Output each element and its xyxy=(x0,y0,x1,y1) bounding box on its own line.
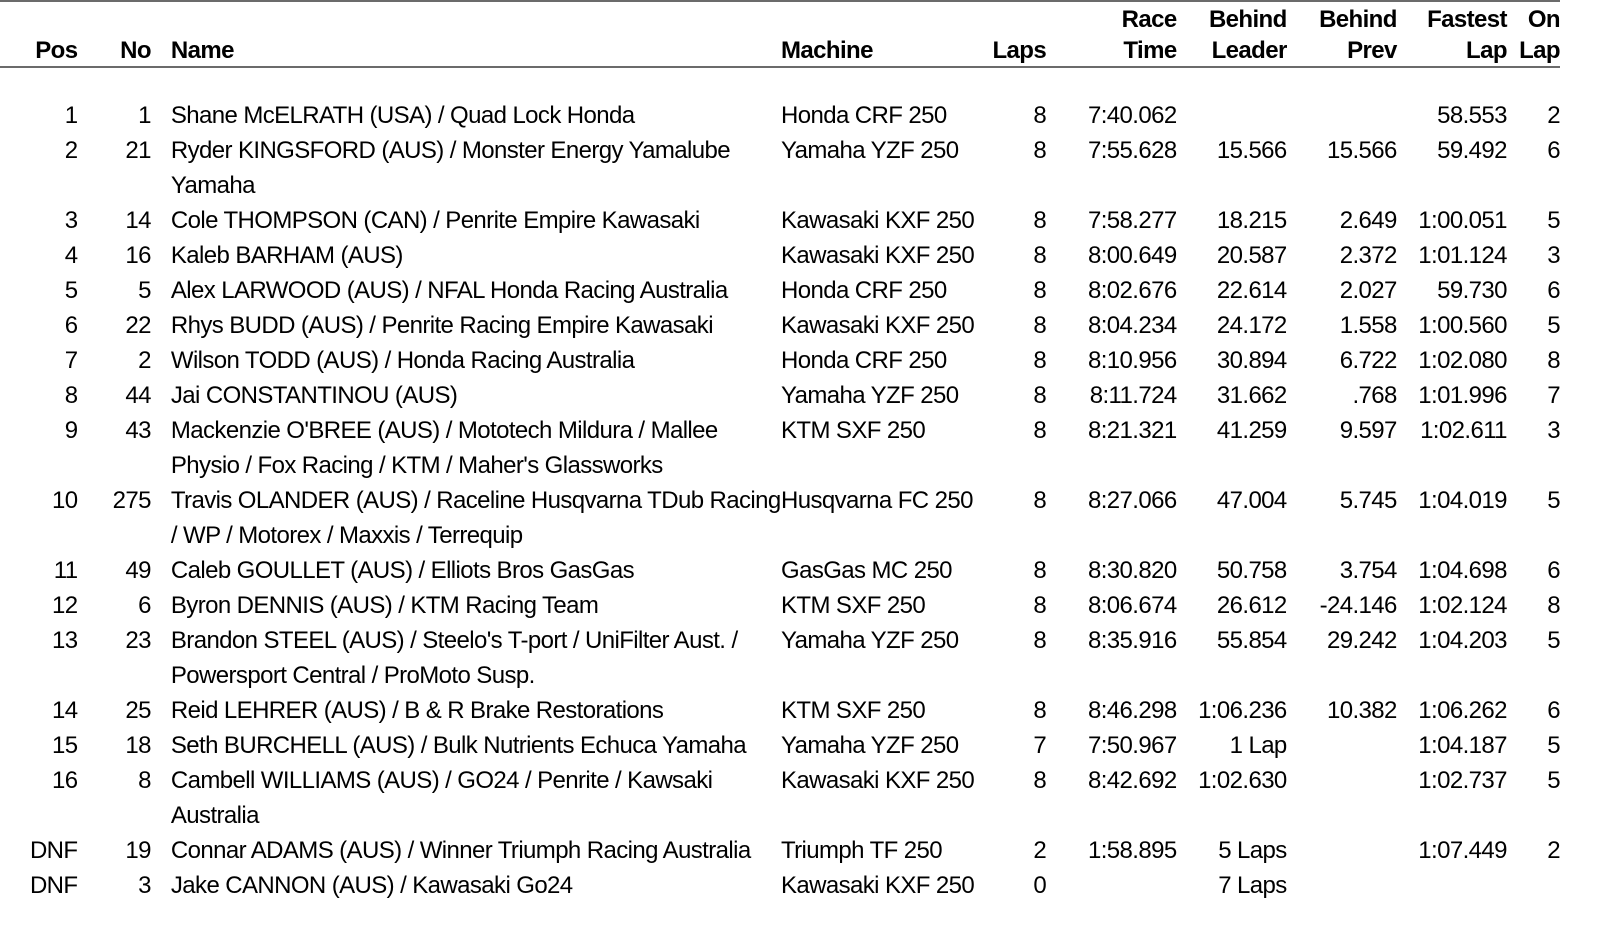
cell-name: Byron DENNIS (AUS) / KTM Racing Team xyxy=(170,592,599,619)
cell-name: Alex LARWOOD (AUS) / NFAL Honda Racing Australia xyxy=(170,277,728,304)
cell-name: Reid LEHRER (AUS) / B & R Brake Restorations xyxy=(170,697,664,724)
table-row xyxy=(0,203,1560,238)
cell-laps: 8 xyxy=(1033,312,1047,339)
cell-behind-prev: 6.722 xyxy=(1339,347,1397,374)
cell-pos: 5 xyxy=(64,277,78,304)
cell-behind-leader: 50.758 xyxy=(1216,557,1287,584)
cell-fastest-lap: 1:01.996 xyxy=(1418,382,1507,409)
cell-pos: 1 xyxy=(64,102,78,129)
cell-race-time: 7:40.062 xyxy=(1087,102,1177,129)
cell-pos: 8 xyxy=(64,382,78,409)
cell-laps: 7 xyxy=(1033,732,1047,759)
cell-no: 3 xyxy=(138,872,151,899)
cell-no: 21 xyxy=(125,137,151,164)
cell-laps: 2 xyxy=(1033,837,1047,864)
cell-fastest-lap: 1:04.187 xyxy=(1418,732,1507,759)
cell-behind-prev: 5.745 xyxy=(1339,487,1397,514)
cell-race-time: 7:55.628 xyxy=(1087,137,1177,164)
cell-on-lap: 3 xyxy=(1547,242,1560,269)
cell-behind-prev: 29.242 xyxy=(1326,627,1397,654)
cell-race-time: 8:42.692 xyxy=(1087,767,1177,794)
cell-machine: KTM SXF 250 xyxy=(781,697,926,724)
cell-on-lap: 5 xyxy=(1547,207,1560,234)
cell-behind-prev: 1.558 xyxy=(1339,312,1397,339)
cell-pos: 4 xyxy=(64,242,78,269)
cell-behind-leader: 15.566 xyxy=(1216,137,1287,164)
cell-pos: 10 xyxy=(51,487,78,514)
cell-race-time: 8:46.298 xyxy=(1087,697,1177,724)
cell-machine: Kawasaki KXF 250 xyxy=(781,242,975,269)
cell-fastest-lap: 1:07.449 xyxy=(1418,837,1507,864)
cell-race-time: 7:50.967 xyxy=(1087,732,1177,759)
cell-no: 275 xyxy=(112,487,151,514)
cell-fastest-lap: 1:04.019 xyxy=(1418,487,1507,514)
cell-behind-prev xyxy=(1287,728,1397,763)
cell-behind-leader: 24.172 xyxy=(1216,312,1287,339)
table-row xyxy=(0,728,1560,763)
cell-no: 1 xyxy=(138,102,151,129)
cell-machine: KTM SXF 250 xyxy=(781,592,926,619)
cell-behind-prev: 3.754 xyxy=(1339,557,1397,584)
cell-on-lap: 6 xyxy=(1547,557,1560,584)
cell-behind-prev xyxy=(1287,868,1397,903)
cell-on-lap: 8 xyxy=(1547,347,1560,374)
cell-pos: 6 xyxy=(64,312,78,339)
header-machine: Machine xyxy=(781,2,975,67)
cell-laps: 8 xyxy=(1033,557,1047,584)
cell-name: Kaleb BARHAM (AUS) xyxy=(170,242,403,269)
cell-name: Rhys BUDD (AUS) / Penrite Racing Empire Kawasaki xyxy=(170,312,713,339)
cell-fastest-lap: 1:04.698 xyxy=(1418,557,1507,584)
cell-pos: DNF xyxy=(29,837,78,864)
cell-machine: Honda CRF 250 xyxy=(781,102,947,129)
cell-fastest-lap: 1:00.051 xyxy=(1418,207,1507,234)
cell-fastest-lap: 1:00.560 xyxy=(1418,312,1507,339)
cell-fastest-lap: 1:06.262 xyxy=(1418,697,1507,724)
cell-laps: 8 xyxy=(1033,487,1047,514)
cell-no: 44 xyxy=(125,382,151,409)
cell-machine: Yamaha YZF 250 xyxy=(781,732,959,759)
cell-behind-leader: 41.259 xyxy=(1216,417,1287,444)
table-row xyxy=(0,693,1560,728)
cell-laps: 8 xyxy=(1033,697,1047,724)
cell-behind-prev xyxy=(1287,98,1397,133)
cell-behind-prev xyxy=(1287,763,1397,833)
cell-behind-prev: 2.649 xyxy=(1339,207,1397,234)
cell-pos: DNF xyxy=(29,872,78,899)
header-behind-prev: Behind Prev xyxy=(1287,2,1397,67)
cell-behind-leader xyxy=(1177,98,1287,133)
cell-fastest-lap: 1:02.124 xyxy=(1418,592,1507,619)
cell-machine: Honda CRF 250 xyxy=(781,277,947,304)
cell-fastest-lap: 1:04.203 xyxy=(1418,627,1507,654)
cell-race-time: 8:02.676 xyxy=(1087,277,1177,304)
cell-behind-leader: 20.587 xyxy=(1216,242,1287,269)
cell-machine: Kawasaki KXF 250 xyxy=(781,767,975,794)
cell-behind-leader: 7 Laps xyxy=(1218,872,1287,899)
cell-fastest-lap: 1:02.080 xyxy=(1418,347,1507,374)
header-on-lap: On Lap xyxy=(1507,2,1560,67)
cell-name: Caleb GOULLET (AUS) / Elliots Bros GasGas xyxy=(170,557,635,584)
table-row xyxy=(0,98,1560,133)
cell-on-lap: 7 xyxy=(1547,382,1560,409)
cell-no: 49 xyxy=(125,557,151,584)
cell-laps: 8 xyxy=(1033,277,1047,304)
cell-on-lap: 5 xyxy=(1547,732,1560,759)
cell-no: 6 xyxy=(138,592,151,619)
table-row xyxy=(0,273,1560,308)
cell-on-lap: 5 xyxy=(1547,312,1560,339)
cell-laps: 8 xyxy=(1033,102,1047,129)
cell-no: 14 xyxy=(125,207,151,234)
cell-pos: 11 xyxy=(53,557,78,584)
results-table-header xyxy=(0,2,1560,67)
cell-race-time: 8:10.956 xyxy=(1087,347,1177,374)
cell-laps: 8 xyxy=(1033,592,1047,619)
header-race-time: Race Time xyxy=(1046,2,1177,67)
cell-pos: 3 xyxy=(64,207,78,234)
cell-name: Mackenzie O'BREE (AUS) / Mototech Mildura / Mallee Physio / Fox Racing / KTM / Maher's Glassworks xyxy=(170,417,718,479)
cell-no: 19 xyxy=(125,837,151,864)
results-table-body xyxy=(0,67,1560,903)
cell-on-lap: 6 xyxy=(1547,277,1560,304)
cell-race-time: 7:58.277 xyxy=(1087,207,1177,234)
cell-behind-leader: 1:06.236 xyxy=(1198,697,1287,724)
cell-race-time: 8:30.820 xyxy=(1087,557,1177,584)
cell-no: 8 xyxy=(138,767,151,794)
cell-laps: 8 xyxy=(1033,242,1047,269)
cell-name: Seth BURCHELL (AUS) / Bulk Nutrients Echuca Yamaha xyxy=(170,732,747,759)
cell-race-time: 1:58.895 xyxy=(1087,837,1177,864)
cell-fastest-lap: 59.730 xyxy=(1437,277,1507,304)
cell-race-time: 8:35.916 xyxy=(1087,627,1177,654)
cell-name: Jake CANNON (AUS) / Kawasaki Go24 xyxy=(170,872,573,899)
cell-behind-leader: 18.215 xyxy=(1216,207,1287,234)
table-row xyxy=(0,378,1560,413)
header-row xyxy=(0,2,1560,67)
cell-laps: 0 xyxy=(1033,872,1047,899)
cell-behind-prev: 9.597 xyxy=(1339,417,1397,444)
cell-on-lap: 2 xyxy=(1547,102,1560,129)
cell-machine: Kawasaki KXF 250 xyxy=(781,312,975,339)
cell-pos: 2 xyxy=(64,137,78,164)
results-table xyxy=(0,2,1560,903)
header-fastest-lap: Fastest Lap xyxy=(1397,2,1507,67)
cell-fastest-lap: 1:02.737 xyxy=(1418,767,1507,794)
header-name: Name xyxy=(151,2,781,67)
cell-name: Connar ADAMS (AUS) / Winner Triumph Racing Australia xyxy=(170,837,751,864)
cell-behind-leader: 1:02.630 xyxy=(1198,767,1287,794)
cell-race-time: 8:04.234 xyxy=(1087,312,1177,339)
cell-race-time: 8:11.724 xyxy=(1089,382,1177,409)
cell-behind-prev: 2.027 xyxy=(1339,277,1397,304)
cell-name: Cambell WILLIAMS (AUS) / GO24 / Penrite / Kawsaki Australia xyxy=(170,767,713,829)
cell-behind-prev: 15.566 xyxy=(1326,137,1397,164)
cell-pos: 14 xyxy=(51,697,78,724)
cell-machine: Yamaha YZF 250 xyxy=(781,627,959,654)
cell-no: 23 xyxy=(125,627,151,654)
cell-race-time: 8:27.066 xyxy=(1087,487,1177,514)
table-row xyxy=(0,343,1560,378)
cell-fastest-lap: 59.492 xyxy=(1437,137,1507,164)
cell-laps: 8 xyxy=(1033,417,1047,444)
cell-machine: GasGas MC 250 xyxy=(781,557,952,584)
cell-laps: 8 xyxy=(1033,137,1047,164)
cell-no: 16 xyxy=(125,242,151,269)
cell-name: Shane McELRATH (USA) / Quad Lock Honda xyxy=(170,102,635,129)
cell-behind-leader: 26.612 xyxy=(1216,592,1287,619)
cell-name: Wilson TODD (AUS) / Honda Racing Australia xyxy=(170,347,635,374)
cell-behind-leader: 31.662 xyxy=(1216,382,1287,409)
cell-laps: 8 xyxy=(1033,207,1047,234)
cell-behind-leader: 5 Laps xyxy=(1218,837,1287,864)
cell-behind-leader: 47.004 xyxy=(1216,487,1287,514)
cell-on-lap: 6 xyxy=(1547,137,1560,164)
table-row xyxy=(0,553,1560,588)
cell-no: 5 xyxy=(138,277,151,304)
table-row xyxy=(0,763,1560,833)
cell-pos: 7 xyxy=(64,347,78,374)
cell-no: 22 xyxy=(125,312,151,339)
cell-behind-prev xyxy=(1287,833,1397,868)
cell-no: 43 xyxy=(125,417,151,444)
cell-machine: Kawasaki KXF 250 xyxy=(781,207,975,234)
cell-on-lap: 5 xyxy=(1547,627,1560,654)
cell-pos: 16 xyxy=(51,767,78,794)
cell-behind-leader: 55.854 xyxy=(1216,627,1287,654)
cell-pos: 15 xyxy=(51,732,78,759)
cell-behind-leader: 30.894 xyxy=(1216,347,1287,374)
cell-pos: 12 xyxy=(51,592,78,619)
table-row xyxy=(0,133,1560,203)
cell-name: Cole THOMPSON (CAN) / Penrite Empire Kawasaki xyxy=(170,207,700,234)
cell-laps: 8 xyxy=(1033,347,1047,374)
cell-fastest-lap xyxy=(1397,868,1507,903)
cell-machine: Triumph TF 250 xyxy=(781,837,942,864)
cell-behind-prev: 2.372 xyxy=(1339,242,1397,269)
cell-pos: 13 xyxy=(51,627,78,654)
cell-on-lap xyxy=(1507,868,1560,903)
cell-race-time: 8:06.674 xyxy=(1087,592,1177,619)
cell-behind-prev: .768 xyxy=(1352,382,1397,409)
cell-machine: Yamaha YZF 250 xyxy=(781,137,959,164)
cell-laps: 8 xyxy=(1033,627,1047,654)
cell-machine: KTM SXF 250 xyxy=(781,417,926,444)
cell-no: 2 xyxy=(138,347,151,374)
cell-fastest-lap: 1:01.124 xyxy=(1418,242,1507,269)
cell-name: Travis OLANDER (AUS) / Raceline Husqvarna TDub Racing / WP / Motorex / Maxxis / Terrequip xyxy=(170,487,781,549)
cell-behind-prev: 10.382 xyxy=(1326,697,1397,724)
cell-on-lap: 8 xyxy=(1547,592,1560,619)
cell-pos: 9 xyxy=(64,417,78,444)
header-behind-leader: Behind Leader xyxy=(1177,2,1287,67)
cell-name: Ryder KINGSFORD (AUS) / Monster Energy Yamalube Yamaha xyxy=(170,137,730,199)
spacer-row xyxy=(0,67,1560,98)
cell-behind-leader: 1 Lap xyxy=(1229,732,1287,759)
cell-behind-leader: 22.614 xyxy=(1216,277,1287,304)
cell-on-lap: 3 xyxy=(1547,417,1560,444)
table-row xyxy=(0,483,1560,553)
cell-name: Jai CONSTANTINOU (AUS) xyxy=(170,382,458,409)
cell-race-time: 8:00.649 xyxy=(1087,242,1177,269)
cell-machine: Honda CRF 250 xyxy=(781,347,947,374)
cell-on-lap: 6 xyxy=(1547,697,1560,724)
cell-machine: Kawasaki KXF 250 xyxy=(781,872,975,899)
cell-name: Brandon STEEL (AUS) / Steelo's T-port / UniFilter Aust. / Powersport Central / ProMoto Susp. xyxy=(170,627,738,689)
table-row xyxy=(0,623,1560,693)
cell-no: 18 xyxy=(125,732,151,759)
table-row xyxy=(0,308,1560,343)
header-no: No xyxy=(77,2,150,67)
cell-race-time xyxy=(1046,868,1177,903)
table-row xyxy=(0,413,1560,483)
cell-no: 25 xyxy=(125,697,151,724)
table-row xyxy=(0,833,1560,868)
cell-on-lap: 5 xyxy=(1547,487,1560,514)
cell-race-time: 8:21.321 xyxy=(1087,417,1177,444)
cell-behind-prev: -24.146 xyxy=(1319,592,1397,619)
cell-machine: Yamaha YZF 250 xyxy=(781,382,959,409)
header-laps: Laps xyxy=(975,2,1046,67)
table-row xyxy=(0,238,1560,273)
header-pos: Pos xyxy=(0,2,77,67)
cell-on-lap: 2 xyxy=(1547,837,1560,864)
table-row xyxy=(0,588,1560,623)
cell-fastest-lap: 1:02.611 xyxy=(1420,417,1507,444)
cell-fastest-lap: 58.553 xyxy=(1437,102,1507,129)
cell-on-lap: 5 xyxy=(1547,767,1560,794)
table-row xyxy=(0,868,1560,903)
cell-laps: 8 xyxy=(1033,767,1047,794)
cell-laps: 8 xyxy=(1033,382,1047,409)
cell-machine: Husqvarna FC 250 xyxy=(781,487,973,514)
